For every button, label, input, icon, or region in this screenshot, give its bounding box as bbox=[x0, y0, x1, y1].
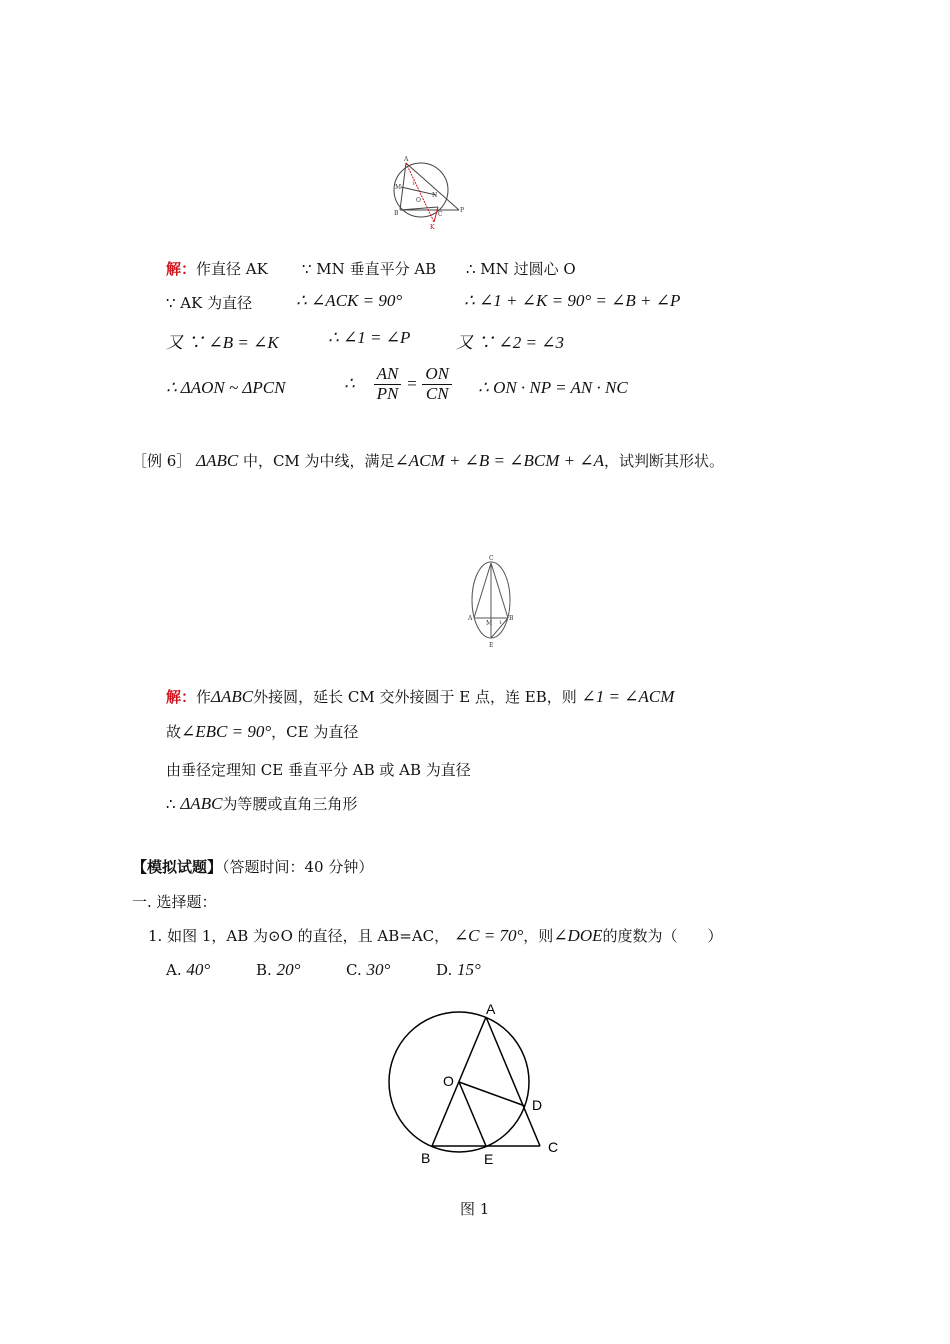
solution-2-line-3: 由垂径定理知 CE 垂直平分 AB 或 AB 为直径 bbox=[166, 761, 471, 779]
figure-2-label-e: E bbox=[489, 642, 494, 649]
figure-1-label-k: K bbox=[430, 224, 435, 231]
question-1-text-c: ，则 bbox=[523, 927, 554, 945]
option-c-label: C. bbox=[346, 961, 362, 979]
option-c[interactable] bbox=[346, 960, 436, 980]
example-6-tag: ［例 6］ bbox=[132, 452, 192, 470]
question-1-text-a: 1. 如图 1，AB 为⊙O 的直径，且 AB=AC， bbox=[148, 927, 450, 945]
option-a[interactable] bbox=[166, 960, 256, 980]
figure-1-label-p: P bbox=[460, 207, 465, 214]
solution-1-step-11 bbox=[344, 365, 452, 403]
mock-test-header bbox=[132, 856, 373, 877]
option-a-label: A. bbox=[166, 961, 182, 979]
figure-1-label-n: N bbox=[432, 192, 438, 199]
figure-3-label-c: C bbox=[548, 1139, 559, 1155]
figure-1-diagram bbox=[392, 155, 472, 235]
example-6-statement bbox=[132, 450, 724, 471]
figure-2-diagram bbox=[466, 552, 516, 652]
figure-3-label-d: D bbox=[532, 1097, 543, 1113]
figure-3-radius-oe bbox=[459, 1082, 486, 1146]
example-6-condition: ∠ACM + ∠B = ∠BCM + ∠A bbox=[394, 451, 604, 470]
solution-1-step-3: ∴ MN 过圆心 O bbox=[466, 260, 576, 278]
figure-1-label-1: 1 bbox=[412, 181, 416, 187]
figure-2-label-m: M bbox=[486, 620, 493, 627]
solution-1-step-4: ∵ AK 为直径 bbox=[166, 294, 253, 312]
solution-1-step-7: 又 ∵ ∠B = ∠K bbox=[166, 333, 279, 352]
option-d-value: 15° bbox=[457, 960, 481, 979]
solution-2-line-2 bbox=[166, 721, 358, 742]
figure-1-label-o: O bbox=[416, 197, 421, 204]
solution-1-step-9: 又 ∵ ∠2 = ∠3 bbox=[456, 333, 564, 352]
solution-1-step-10: ∴ ΔAON ~ ΔPCN bbox=[166, 378, 286, 397]
example-6-text-b: 中，CM 为中线，满足 bbox=[238, 452, 395, 470]
figure-1-label-m: M bbox=[395, 184, 402, 191]
question-1-text-e: 的度数为（ ） bbox=[602, 927, 723, 945]
solution-1-step-5: ∴ ∠ACK = 90° bbox=[296, 291, 403, 310]
figure-1-diameter-ak bbox=[406, 163, 434, 222]
solution-1-step-12: ∴ ON · NP = AN · NC bbox=[478, 378, 628, 397]
solution-2-text-a: 作 bbox=[196, 688, 212, 706]
solution-2-angle-ebc: ∠EBC = 90° bbox=[181, 722, 272, 741]
solution-2-angle-eq: ∠1 = ∠ACM bbox=[581, 687, 675, 706]
fraction-on-cn bbox=[422, 365, 452, 403]
equals-sign: = bbox=[406, 374, 418, 394]
fraction-an-pn-numerator: AN bbox=[374, 365, 402, 385]
solution-2-text-c: 外接圆，延长 CM 交外接圆于 E 点，连 EB，则 bbox=[253, 688, 577, 706]
figure-2-side-cb bbox=[491, 563, 508, 618]
option-b-value: 20° bbox=[276, 960, 301, 979]
solution-2-line-4 bbox=[166, 793, 357, 814]
solution-1-head: 解： bbox=[166, 260, 197, 278]
figure-2-side-ca bbox=[474, 563, 491, 618]
option-b[interactable] bbox=[256, 960, 346, 980]
question-1 bbox=[148, 925, 723, 946]
example-6-text-d: ，试判断其形状。 bbox=[604, 452, 725, 470]
figure-2-label-b: B bbox=[509, 615, 514, 622]
solution-2-triangle-2: ΔABC bbox=[180, 794, 223, 813]
option-d[interactable] bbox=[436, 960, 526, 980]
question-1-options bbox=[166, 960, 526, 980]
fraction-on-cn-denominator: CN bbox=[425, 383, 449, 403]
figure-3-label-a: A bbox=[486, 1001, 496, 1017]
section-choice-title: 一. 选择题： bbox=[132, 893, 217, 911]
figure-2-label-c: C bbox=[489, 555, 494, 562]
figure-1-label-a: A bbox=[404, 156, 409, 163]
solution-1-step-2: ∵ MN 垂直平分 AB bbox=[302, 260, 437, 278]
solution-2-therefore: ∴ bbox=[166, 795, 176, 813]
fraction-on-cn-numerator: ON bbox=[422, 365, 452, 385]
solution-2-head: 解： bbox=[166, 688, 197, 706]
mock-test-title: 【模拟试题】 bbox=[132, 858, 223, 876]
question-1-angle-c: ∠C = 70° bbox=[453, 926, 524, 945]
fraction-an-pn bbox=[374, 365, 402, 403]
option-a-value: 40° bbox=[186, 960, 211, 979]
figure-3-label-o: O bbox=[443, 1073, 454, 1089]
figure-1-label-b: B bbox=[394, 210, 399, 217]
option-d-label: D. bbox=[436, 961, 453, 979]
fraction-an-pn-denominator: PN bbox=[376, 383, 399, 403]
option-c-value: 30° bbox=[366, 960, 391, 979]
solution-2-line-1 bbox=[166, 686, 674, 707]
mock-test-time-note: （答题时间：40 分钟） bbox=[222, 858, 374, 876]
solution-2-text-diameter: ，CE 为直径 bbox=[271, 723, 359, 741]
figure-3-caption: 图 1 bbox=[460, 1200, 490, 1218]
figure-3-label-e: E bbox=[484, 1151, 494, 1167]
option-b-label: B. bbox=[256, 961, 272, 979]
solution-1-step-8: ∴ ∠1 = ∠P bbox=[328, 328, 411, 347]
question-1-angle-doe: ∠DOE bbox=[553, 926, 603, 945]
solution-1-step-1: 作直径 AK bbox=[196, 260, 268, 278]
figure-3-label-b: B bbox=[421, 1150, 431, 1166]
example-6-triangle: ΔABC bbox=[196, 451, 239, 470]
solution-1-step-6: ∴ ∠1 + ∠K = 90° = ∠B + ∠P bbox=[464, 291, 681, 310]
solution-2-triangle: ΔABC bbox=[211, 687, 254, 706]
solution-1-line-1 bbox=[166, 258, 268, 279]
solution-2-conclusion: 为等腰或直角三角形 bbox=[222, 795, 358, 813]
figure-2-label-a: A bbox=[468, 615, 473, 622]
figure-1-label-c: C bbox=[438, 211, 443, 218]
figure-2-label-1: 1 bbox=[499, 620, 503, 626]
figure-3-diagram bbox=[385, 1000, 575, 1170]
therefore-symbol: ∴ bbox=[344, 374, 355, 394]
solution-2-text-gu: 故 bbox=[166, 723, 182, 741]
